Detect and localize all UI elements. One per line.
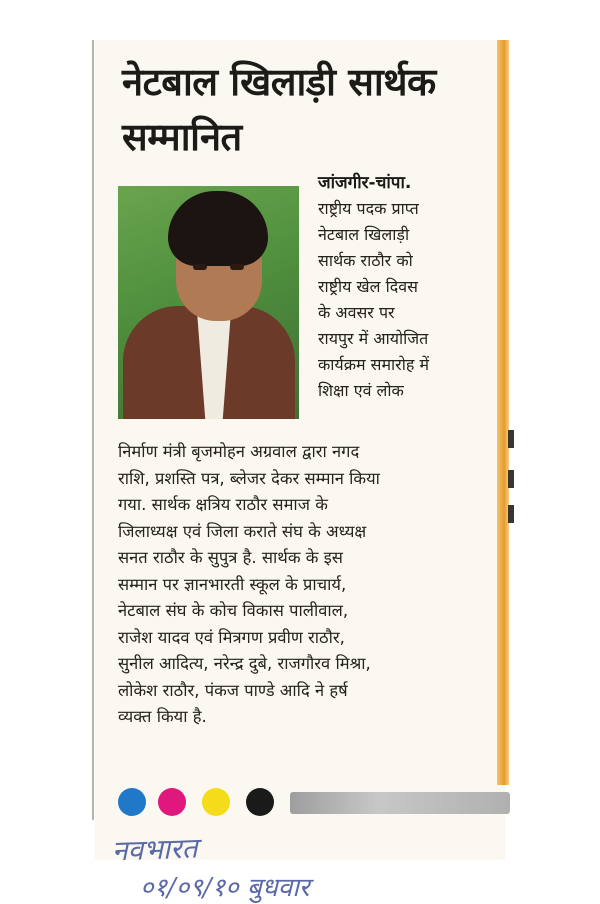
- article-column-text: [318, 196, 498, 404]
- body-line: व्यक्त किया है.: [118, 707, 207, 726]
- adjacent-text-fragment: [508, 470, 514, 488]
- column-line: राष्ट्रीय खेल दिवस: [318, 277, 418, 296]
- adjacent-text-fragment: [508, 505, 514, 523]
- registration-dot-magenta: [158, 788, 186, 816]
- column-line: नेटबाल खिलाड़ी: [318, 225, 410, 244]
- body-line: गया. सार्थक क्षत्रिय राठौर समाज के: [118, 495, 328, 514]
- registration-dot-yellow: [202, 788, 230, 816]
- clipping-left-edge: [92, 40, 94, 820]
- photo-eye: [193, 264, 207, 270]
- column-line: कार्यक्रम समारोह में: [318, 355, 430, 374]
- body-line: राशि, प्रशस्ति पत्र, ब्लेजर देकर सम्मान किया: [118, 468, 380, 488]
- body-line: सम्मान पर ज्ञानभारती स्कूल के प्राचार्य,: [118, 574, 347, 594]
- column-line: राष्ट्रीय पदक प्राप्त: [318, 199, 419, 218]
- body-line: नेटबाल संघ के कोच विकास पालीवाल,: [118, 601, 349, 620]
- article-body-text: [118, 439, 498, 731]
- body-line: सुनील आदित्य, नरेन्द्र दुबे, राजगौरव मिश्रा,: [118, 654, 371, 673]
- print-registration-bar: [110, 783, 510, 821]
- photo-eye: [230, 264, 244, 270]
- article-dateline: जांजगीर-चांपा.: [318, 173, 412, 193]
- body-line: निर्माण मंत्री बृजमोहन अग्रवाल द्वारा नगद: [118, 442, 360, 461]
- column-line: रायपुर में आयोजित: [318, 329, 429, 348]
- handwritten-newspaper-name: नवभारत: [111, 831, 199, 868]
- headline-line-1: नेटबाल खिलाड़ी सार्थक: [122, 60, 436, 104]
- body-line: जिलाध्यक्ष एवं जिला कराते संघ के अध्यक्ष: [118, 521, 367, 541]
- column-line: शिक्षा एवं लोक: [318, 381, 404, 400]
- column-line: के अवसर पर: [318, 303, 395, 322]
- adjacent-column-strip: [497, 40, 509, 785]
- adjacent-text-fragment: [508, 430, 514, 448]
- body-line: राजेश यादव एवं मित्रगण प्रवीण राठौर,: [118, 627, 345, 647]
- registration-dot-cyan: [118, 788, 146, 816]
- article-headline: [122, 55, 492, 165]
- player-photo: [118, 186, 299, 419]
- column-line: सार्थक राठौर को: [318, 251, 413, 270]
- body-line: सनत राठौर के सुपुत्र है. सार्थक के इस: [118, 548, 343, 567]
- registration-gray-strip: [290, 792, 510, 814]
- registration-dot-black: [246, 788, 274, 816]
- headline-line-2: सम्मानित: [122, 115, 242, 159]
- photo-hair: [168, 191, 268, 266]
- body-line: लोकेश राठौर, पंकज पाण्डे आदि ने हर्ष: [118, 680, 348, 700]
- handwritten-date-note: ०१/०९/१० बुधवार: [140, 873, 310, 903]
